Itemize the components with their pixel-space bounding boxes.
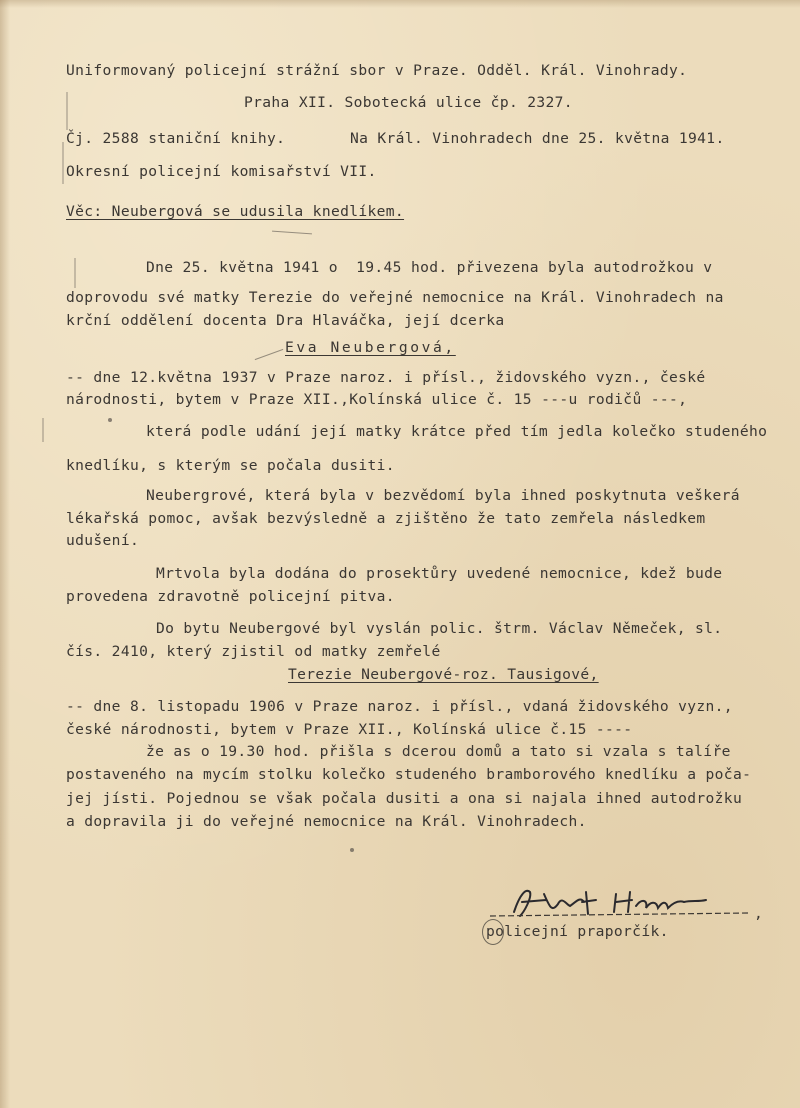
body-line: Dne 25. května 1941 o 19.45 hod. přivezena byla autodrožkou v — [146, 259, 713, 276]
body-line: Neubergrové, která byla v bezvědomí byla ihned poskytnuta veškerá — [146, 487, 740, 504]
body-line: lékařská pomoc, avšak bezvýsledně a zjištěno že tato zemřela následkem — [66, 510, 706, 527]
recipient: Okresní policejní komisařství VII. — [66, 163, 377, 180]
ink-dot — [350, 848, 354, 852]
signature-title: policejní praporčík. — [486, 923, 669, 940]
body-line: krční oddělení docenta Dra Hlaváčka, její dcerka — [66, 312, 505, 329]
signature-comma: , — [754, 905, 764, 922]
pencil-mark — [42, 418, 44, 442]
body-line: jej jísti. Pojednou se však počala dusiti a ona si najala ihned autodrožku — [66, 790, 743, 807]
body-line: Do bytu Neubergové byl vyslán polic. štrm. Václav Němeček, sl. — [156, 620, 723, 637]
body-line: -- dne 12.května 1937 v Praze naroz. i přísl., židovského vyzn., české — [66, 369, 706, 386]
page-edge-shadow — [0, 0, 10, 1108]
header-line-2: Praha XII. Sobotecká ulice čp. 2327. — [244, 94, 573, 111]
ink-dot — [108, 418, 112, 422]
place-date: Na Král. Vinohradech dne 25. května 1941. — [350, 130, 725, 147]
pen-circle-mark — [482, 919, 504, 945]
pencil-arrow — [255, 349, 284, 360]
body-line: provedena zdravotně policejní pitva. — [66, 588, 395, 605]
pencil-mark — [74, 258, 76, 288]
body-line: knedlíku, s kterým se počala dusiti. — [66, 457, 395, 474]
body-line: Mrtvola byla dodána do prosektůry uvedené nemocnice, kdež bude — [156, 565, 723, 582]
page-edge-shadow-top — [0, 0, 800, 8]
body-line: české národnosti, bytem v Praze XII., Kolínská ulice č.15 ---- — [66, 721, 633, 738]
pencil-scratch — [272, 231, 312, 235]
body-line: -- dne 8. listopadu 1906 v Praze naroz. i přísl., vdaná židovského vyzn., — [66, 698, 733, 715]
handwritten-signature — [486, 882, 756, 922]
body-line: doprovodu své matky Terezie do veřejné nemocnice na Král. Vinohradech na — [66, 289, 724, 306]
header-line-1: Uniformovaný policejní strážní sbor v Praze. Odděl. Král. Vinohrady. — [66, 62, 688, 79]
reference-number: Čj. 2588 staniční knihy. — [66, 130, 286, 147]
body-line: čís. 2410, který zjistil od matky zemřelé — [66, 643, 441, 660]
body-line: že as o 19.30 hod. přišla s dcerou domů a tato si vzala s talíře — [146, 743, 731, 760]
subject-line: Věc: Neubergová se udusila knedlíkem. — [66, 203, 405, 220]
pencil-mark — [62, 142, 64, 184]
person-name-terezie: Terezie Neubergové-roz. Tausigové, — [288, 666, 599, 683]
body-line: udušení. — [66, 532, 140, 549]
body-line: a dopravila ji do veřejné nemocnice na Král. Vinohradech. — [66, 813, 587, 830]
body-line: národnosti, bytem v Praze XII.,Kolínská ulice č. 15 ---u rodičů ---, — [66, 391, 688, 408]
body-line: která podle udání její matky krátce před tím jedla kolečko studeného — [146, 423, 768, 440]
pencil-mark — [66, 92, 68, 130]
person-name-eva: Eva Neubergová, — [285, 339, 456, 356]
body-line: postaveného na mycím stolku kolečko studeného bramborového knedlíku a poča- — [66, 766, 752, 783]
